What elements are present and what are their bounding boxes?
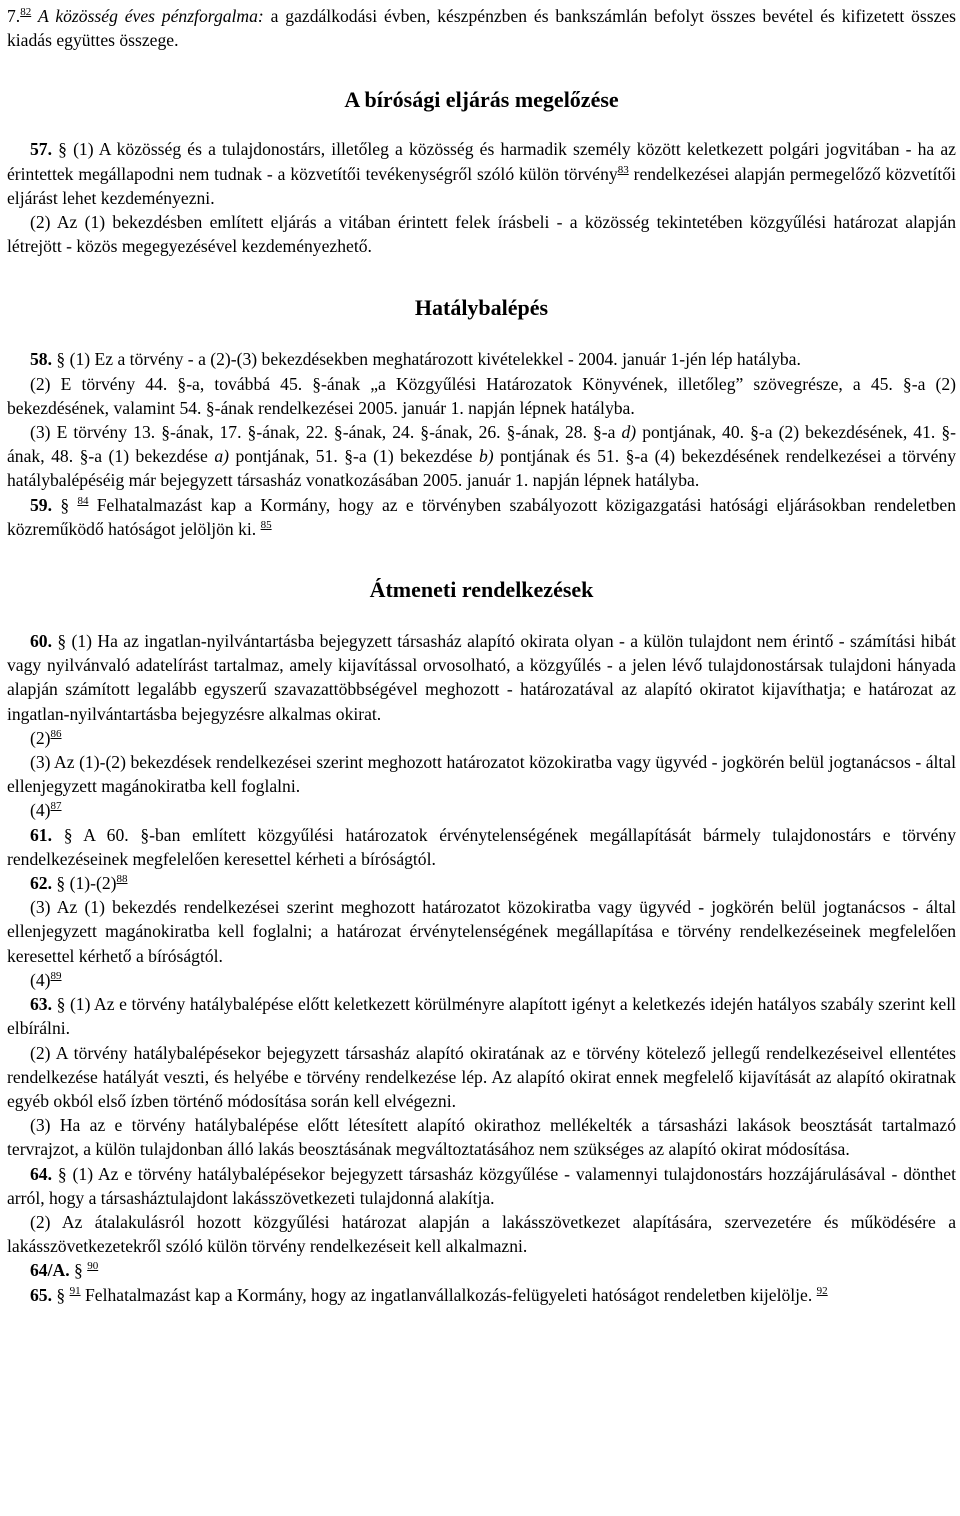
footnote-ref[interactable]: 86 bbox=[50, 727, 62, 740]
paragraph-text: (2) bbox=[30, 727, 51, 748]
section-60-paragraph-3: (3) Az (1)-(2) bekezdések rendelkezései szerint meghozott határozatot közokiratba vagy ügyvéd - jogkörén belül jogtanácsos - által ellenjegyzett magánokiratba kell foglalni. bbox=[7, 752, 956, 797]
section-58-paragraph-2: (2) E törvény 44. §-a, továbbá 45. §-ának „a Közgyűlési Határozatok Könyvének, illetőleg” szövegrésze, a 45. §-a (2) bekezdésének, valamint 54. §-ának rendelkezései 2005. január 1. napján lépnek hatályba. bbox=[7, 373, 956, 418]
point-letter: a) bbox=[214, 446, 229, 467]
paragraph-text: § (1) Az e törvény hatálybalépése előtt keletkezett körülményre alapított igényt a keletkezés idején hatályos szabály szerint kell elbírálni. bbox=[7, 994, 956, 1039]
section-number: 57. bbox=[30, 139, 52, 160]
paragraph-text: pontjának, 51. §-a (1) bekezdése bbox=[228, 446, 479, 467]
section-64a-paragraph bbox=[7, 1258, 956, 1282]
paragraph-text: § (1)-(2) bbox=[52, 873, 117, 894]
section-60-paragraph-1 bbox=[7, 629, 956, 726]
section-number: 64. bbox=[30, 1163, 52, 1184]
paragraph-text: § (1) Az e törvény hatálybalépésekor bejegyzett társasház közgyűlése - valamennyi tulajdonostárs hozzájárulásával - dönthet arról, hogy a társasháztulajdont lakásszövetkezeti tulajdonná alakítja. bbox=[7, 1163, 956, 1208]
paragraph-text: (3) E törvény 13. §-ának, 17. §-ának, 22. §-ának, 24. §-ának, 26. §-ának, 28. §-a bbox=[30, 422, 622, 443]
footnote-ref[interactable]: 90 bbox=[87, 1260, 99, 1273]
document-page bbox=[7, 0, 956, 1307]
section-sign: § bbox=[69, 1260, 88, 1281]
section-sign: § bbox=[52, 494, 78, 515]
footnote-ref[interactable]: 89 bbox=[50, 969, 62, 982]
paragraph-text: (4) bbox=[30, 800, 51, 821]
paragraph-text: § A 60. §-ban említett közgyűlési határozatok érvénytelenségének megállapítását bármely tulajdonostárs e törvény rendelkezéseinek megfelelően keresettel kérheti a bíróságtól. bbox=[7, 824, 956, 869]
paragraph-text: pontjának és 51. §-a (4) bekezdésének rendelkezései a törvény hatálybalépéséig már bejegyzett társasház vonatkozásában 2005. január 1. napján lépnek hatályba. bbox=[7, 446, 957, 491]
section-60-paragraph-4 bbox=[7, 798, 956, 822]
section-64-paragraph-1 bbox=[7, 1162, 956, 1210]
footnote-ref[interactable]: 91 bbox=[69, 1284, 81, 1297]
paragraph-text: pontjának, 40. §-a (2) bekezdésének, 41. §-ának, 48. §-a (1) bekezdése bbox=[7, 422, 956, 467]
section-60-paragraph-2 bbox=[7, 726, 956, 750]
footnote-ref[interactable]: 87 bbox=[50, 800, 62, 813]
section-heading: Hatálybalépés bbox=[414, 295, 549, 321]
paragraph-text: rendelkezései alapján permegelőző közvetítői eljárást lehet kezdeményezni. bbox=[7, 163, 956, 208]
section-65-paragraph bbox=[7, 1283, 956, 1307]
item-number: 7. bbox=[7, 6, 21, 26]
paragraph-text: § (1) Ha az ingatlan-nyilvántartásba bejegyzett társasház alapító okirata olyan - a külön tulajdont nem érintő - számítási hibát vagy nyilvánvaló adatelírást tartalmaz, amely kijavítással orvosolható, a közgyűlés - a jelen lévő tulajdonostársak tulajdoni hányada alapján számított legalább egyszerű szavazattöbbségével meghozott - határozatával az alapító okiratot kijavíthatja; e határozat az ingatlan-nyilvántartásba bejegyzésre alkalmas okirat. bbox=[7, 631, 956, 724]
section-number: 64/A. bbox=[30, 1260, 70, 1281]
section-58-paragraph-1 bbox=[7, 347, 956, 371]
footnote-ref[interactable]: 92 bbox=[816, 1284, 828, 1297]
paragraph-text: § (1) Ez a törvény - a (2)-(3) bekezdésekben meghatározott kivételekkel - 2004. január 1-jén lép hatályba. bbox=[52, 349, 801, 370]
defined-term: A közösség éves pénzforgalma: bbox=[38, 6, 264, 26]
footnote-ref[interactable]: 85 bbox=[260, 518, 272, 531]
footnote-ref[interactable]: 82 bbox=[20, 6, 32, 18]
section-number: 61. bbox=[30, 824, 52, 845]
section-number: 65. bbox=[30, 1284, 52, 1305]
section-61-paragraph bbox=[7, 823, 956, 871]
section-sign: § bbox=[52, 1284, 70, 1305]
section-number: 62. bbox=[30, 873, 52, 894]
section-62-paragraph-1 bbox=[7, 871, 956, 895]
section-64-paragraph-2: (2) Az átalakulásról hozott közgyűlési határozat alapján a lakásszövetkezet alapítására, szervezetére és működésére a lakásszövetkezetekről szóló külön törvény rendelkezéseit kell alkalmazni. bbox=[7, 1211, 956, 1257]
section-number: 60. bbox=[30, 631, 52, 652]
paragraph-text: (4) bbox=[30, 969, 51, 990]
footnote-ref[interactable]: 84 bbox=[77, 494, 89, 507]
section-63-paragraph-1 bbox=[7, 992, 956, 1040]
section-59-paragraph bbox=[7, 493, 956, 541]
section-62-paragraph-3: (3) Az (1) bekezdés rendelkezései szerint meghozott határozatot közokiratba vagy ügyvéd - jogkörén belül jogtanácsos - által ellenjegyzett magánokiratba kell foglalni; a határozat érvénytelenségének megállapítása e törvény rendelkezéseinek megfelelően keresettel kérhető a bíróságtól. bbox=[7, 897, 956, 966]
section-63-paragraph-3: (3) Ha az e törvény hatálybalépése előtt létesített alapító okirathoz mellékelték a társasházi lakások beosztását tartalmazó tervrajzot, a külön tulajdonban álló lakás beosztásának megváltoztatásához nem szükséges az alapító okirat módosítása. bbox=[7, 1115, 956, 1160]
footnote-ref[interactable]: 88 bbox=[116, 873, 128, 886]
definition-text: a gazdálkodási évben, készpénzben és bankszámlán befolyt összes bevétel és kifizetett összes kiadás együttes összege. bbox=[7, 6, 957, 51]
section-57-paragraph-2: (2) Az (1) bekezdésben említett eljárás a vitában érintett felek írásbeli - a közösség tekintetében közgyűlési határozat alapján létrejött - közös megegyezésével kezdeményezhető. bbox=[7, 212, 956, 257]
point-letter: d) bbox=[621, 422, 637, 443]
section-57-paragraph-1 bbox=[7, 137, 956, 210]
section-62-paragraph-4 bbox=[7, 968, 956, 992]
section-number: 63. bbox=[30, 994, 52, 1015]
section-58-paragraph-3 bbox=[7, 420, 956, 493]
paragraph-text: Felhatalmazást kap a Kormány, hogy az e törvényben szabályozott közigazgatási hatósági eljárásokban rendeletben közreműködő hatóságot jelöljön ki. bbox=[7, 494, 957, 539]
section-heading: Átmeneti rendelkezések bbox=[369, 577, 594, 603]
paragraph-7 bbox=[7, 4, 956, 52]
paragraph-text: § (1) A közösség és a tulajdonostárs, illetőleg a közösség és harmadik személy között keletkezett polgári jogvitában - ha az érintettek megállapodni nem tudnak - a közvetítői tevékenységről szóló külön törvény bbox=[7, 139, 956, 184]
section-heading: A bírósági eljárás megelőzése bbox=[344, 87, 619, 113]
section-63-paragraph-2: (2) A törvény hatálybalépésekor bejegyzett társasház alapító okiratának az e törvény kötelező jellegű rendelkezéseivel ellentétes rendelkezése hatályát veszti, és helyébe e törvény rendelkezése lép. Az alapító okirat ennek megfelelő kijavítását az alapító okiratnak egyéb okból első ízben történő módosítása során kell elvégezni. bbox=[7, 1042, 956, 1111]
footnote-ref[interactable]: 83 bbox=[617, 163, 629, 176]
paragraph-text: Felhatalmazást kap a Kormány, hogy az ingatlanvállalkozás-felügyeleti hatóságot rendeletben kijelölje. bbox=[80, 1284, 813, 1305]
section-number: 59. bbox=[30, 494, 52, 515]
section-number: 58. bbox=[30, 349, 52, 370]
point-letter: b) bbox=[478, 446, 494, 467]
